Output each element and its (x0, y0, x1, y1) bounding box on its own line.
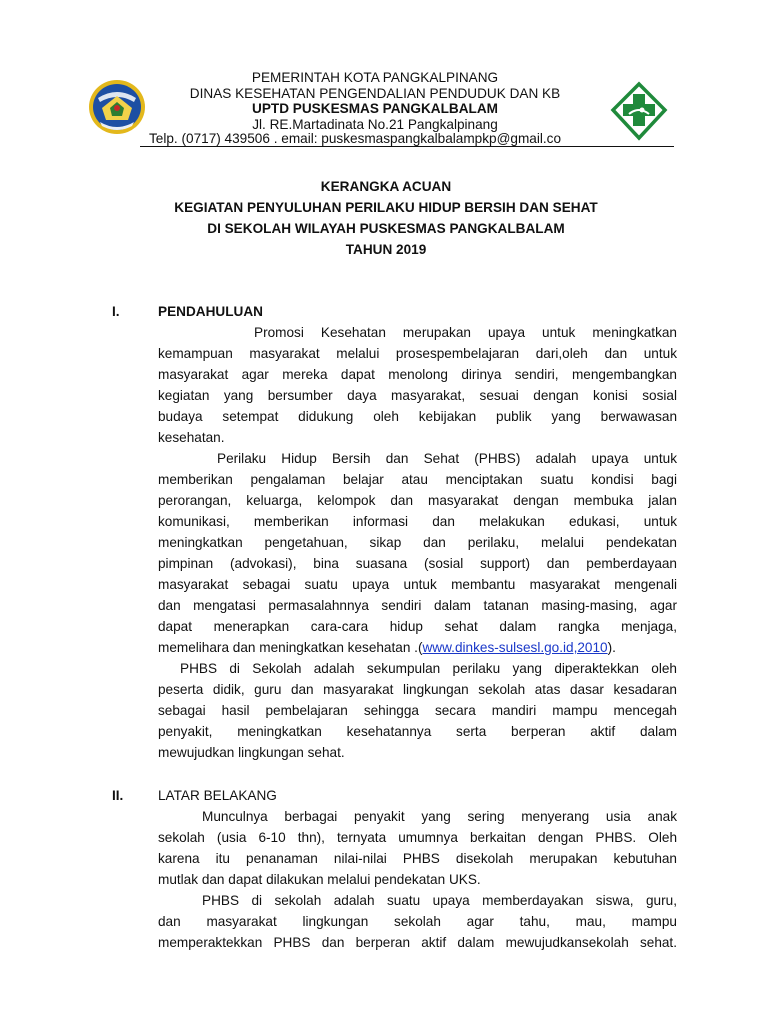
text-line: kemampuan masyarakat melalui prosespembelajaran dari,oleh dan untuk (158, 346, 677, 361)
text-line: komunikasi, memberikan informasi dan melakukan edukasi, untuk (158, 514, 677, 529)
title-line-3: DI SEKOLAH WILAYAH PUSKESMAS PANGKALBALAM (207, 221, 565, 236)
letterhead-government: PEMERINTAH KOTA PANGKALPINANG (251, 70, 499, 85)
title-line-2: KEGIATAN PENYULUHAN PERILAKU HIDUP BERSIH DAN SEHAT (174, 200, 598, 215)
text-line: Promosi Kesehatan merupakan upaya untuk meningkatkan (254, 325, 677, 340)
reference-link[interactable]: www.dinkes-sulsesl.go.id,2010 (422, 640, 608, 655)
text-line: mewujudkan lingkungan sehat. (158, 745, 345, 760)
section-number: I. (112, 304, 120, 319)
text-line: PHBS di sekolah adalah suatu upaya memberdayakan siswa, guru, (202, 893, 677, 908)
section-number: II. (112, 788, 124, 803)
text-line: kegiatan yang bersumber daya masyarakat, sesuai dengan konisi sosial (158, 388, 677, 403)
document-title (100, 176, 672, 260)
text-line: masyarakat agar mereka dapat menolong dirinya sendiri, mengembangkan (158, 367, 677, 382)
text-line (158, 637, 677, 658)
text-line: peserta didik, guru dan masyarakat lingkungan sekolah atas dasar kesadaran (158, 682, 677, 697)
title-line-1: KERANGKA ACUAN (320, 179, 452, 194)
section-heading: PENDAHULUAN (158, 304, 263, 319)
letterhead-divider (140, 146, 674, 147)
text-line: PHBS di Sekolah adalah sekumpulan perilaku yang diperaktekkan oleh (180, 661, 677, 676)
paragraph (158, 806, 677, 890)
text-line: memberikan pengalaman belajar atau menciptakan suatu kondisi bagi (158, 472, 677, 487)
text-line: pimpinan (advokasi), bina suasana (sosial support) dan pemberdayaan (158, 556, 677, 571)
text-line: meningkatkan pengetahuan, sikap dan perilaku, melalui pendekatan (158, 535, 677, 550)
text-line: mutlak dan dapat dilakukan melalui pendekatan UKS. (158, 872, 481, 887)
section-heading: LATAR BELAKANG (158, 788, 277, 803)
letterhead-contact: Telp. (0717) 439506 . email: puskesmaspangkalbalampkp@gmail.co (149, 131, 562, 146)
text-line: karena itu penanaman nilai-nilai PHBS disekolah merupakan kebutuhan (158, 851, 677, 866)
paragraph (158, 322, 677, 448)
text-line: Munculnya berbagai penyakit yang sering menyerang usia anak (202, 809, 677, 824)
title-line-4: TAHUN 2019 (345, 242, 427, 257)
text-line: masyarakat sebagai suatu upaya untuk membantu masyarakat mengenali (158, 577, 677, 592)
text-fragment: memelihara dan meningkatkan kesehatan .( (158, 640, 423, 655)
text-line: dan masyarakat lingkungan sekolah agar tahu, mau, mampu (158, 914, 677, 929)
paragraph (158, 658, 677, 763)
text-line: budaya setempat didukung oleh kebijakan publik yang berwawasan (158, 409, 677, 424)
text-line: Perilaku Hidup Bersih dan Sehat (PHBS) adalah upaya untuk (217, 451, 677, 466)
text-fragment: ). (607, 640, 616, 655)
letterhead-unit: UPTD PUSKESMAS PANGKALBALAM (252, 101, 498, 116)
text-line: perorangan, keluarga, kelompok dan masyarakat dengan membuka jalan (158, 493, 677, 508)
puskesmas-cross-icon (607, 80, 671, 142)
text-line: kesehatan. (158, 430, 225, 445)
paragraph (158, 890, 677, 953)
text-line: penyakit, meningkatkan kesehatannya serta berperan aktif dalam (158, 724, 677, 739)
text-line: dan mengatasi permasalahnnya sendiri dalam tatanan masing-masing, agar (158, 598, 677, 613)
text-line: memperaktekkan PHBS dan berperan aktif dalam mewujudkansekolah sehat. (158, 935, 677, 950)
letterhead (140, 70, 610, 146)
letterhead-department: DINAS KESEHATAN PENGENDALIAN PENDUDUK DAN KB (189, 85, 561, 101)
paragraph (158, 448, 677, 658)
letterhead-address: Jl. RE.Martadinata No.21 Pangkalpinang (252, 116, 498, 132)
text-line: sekolah (usia 6-10 thn), ternyata umumnya berkaitan dengan PHBS. Oleh (158, 830, 677, 845)
text-line: sebagai hasil pembelajaran sehingga secara mandiri mampu mencegah (158, 703, 677, 718)
text-line: dapat menerapkan cara-cara hidup sehat dalam rangka menjaga, (158, 619, 677, 634)
city-emblem-icon (88, 78, 146, 136)
